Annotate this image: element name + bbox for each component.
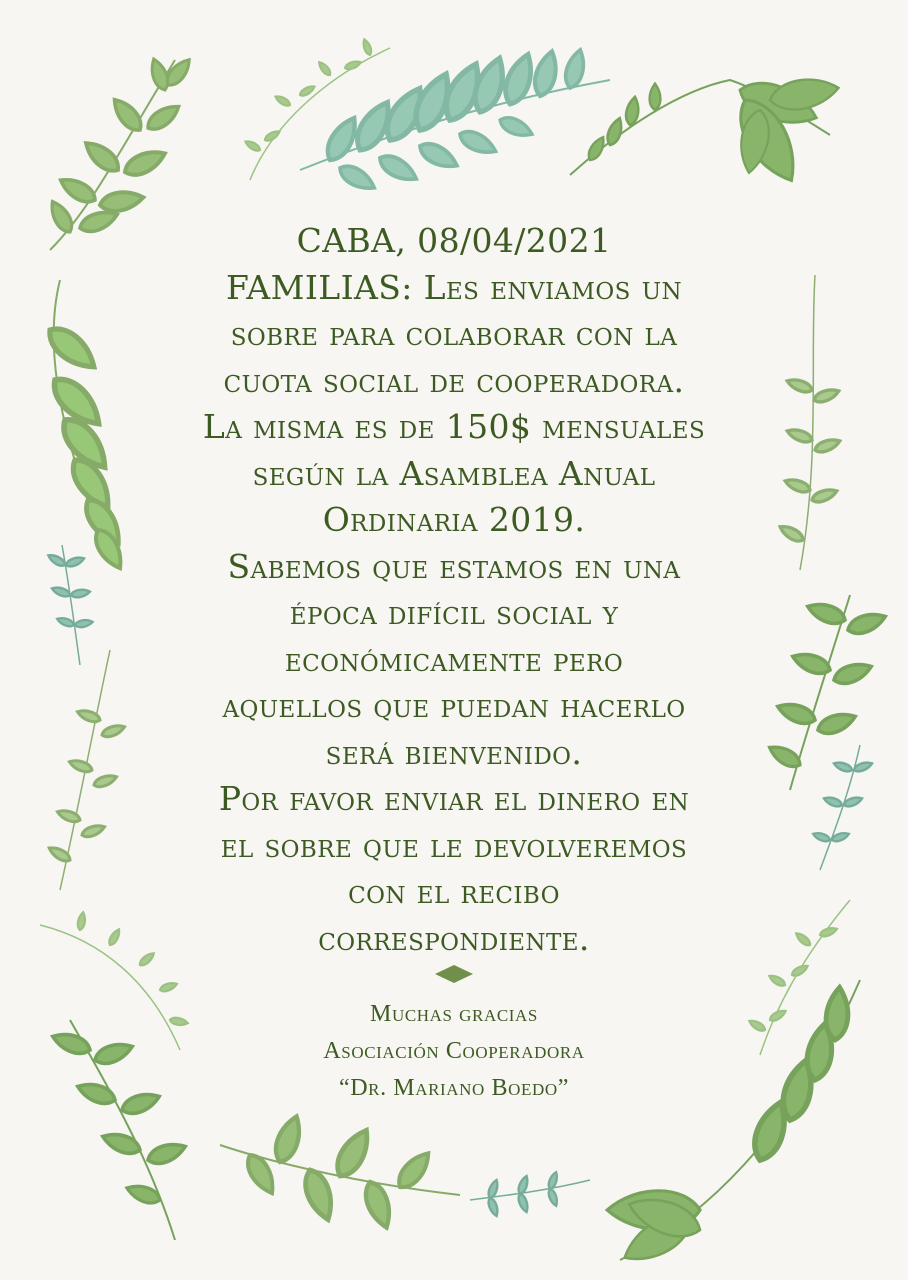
fern-right-small: [812, 745, 873, 870]
letter-line: sobre para colaborar con la: [230, 314, 678, 353]
letter-line: FAMILIAS: Les enviamos un: [225, 267, 682, 307]
letter-line: con el recibo: [348, 872, 560, 911]
thanks-line: Muchas gracias: [370, 1001, 538, 1027]
letter-body: [130, 218, 778, 962]
fern-left-small: [47, 545, 94, 665]
letter-line: La misma es de 150$ mensuales: [202, 407, 706, 446]
letter-date-line: CABA, 08/04/2021: [296, 221, 612, 260]
letter-line: será bienvenido.: [325, 732, 583, 772]
organization-line: Asociación Cooperadora: [323, 1038, 585, 1064]
signature-block: [180, 996, 728, 1107]
leaf-branch-top-right: [570, 74, 841, 190]
letter-line: Por favor enviar el dinero en: [218, 779, 690, 818]
letter-line: Sabemos que estamos en una: [227, 546, 681, 586]
leaf-sprig-right-upper: [778, 275, 842, 570]
fern-bottom: [470, 1171, 590, 1217]
leaf-stem-left: [42, 280, 127, 573]
school-name-line: “Dr. Mariano Boedo”: [338, 1075, 570, 1101]
letter-line: aquellos que puedan hacerlo: [222, 686, 686, 725]
letter-line: correspondiente.: [318, 918, 590, 958]
letter-line: según la Asamblea Anual: [252, 453, 656, 493]
frond-top-small: [244, 38, 390, 180]
letter-line: cuota social de cooperadora.: [223, 360, 685, 400]
letter-line: el sobre que le devolveremos: [220, 825, 688, 865]
letter-line: Ordinaria 2019.: [322, 500, 586, 539]
leaf-branch-bottom: [220, 1113, 460, 1231]
leaf-sprig-left: [47, 650, 126, 890]
leaf-sprig-bottom-left: [50, 1020, 188, 1240]
leaf-branch-right: [766, 595, 888, 790]
letter-line: época difícil social y: [289, 593, 619, 632]
diamond-divider-icon: [433, 963, 475, 985]
letter-line: económicamente pero: [284, 639, 624, 679]
